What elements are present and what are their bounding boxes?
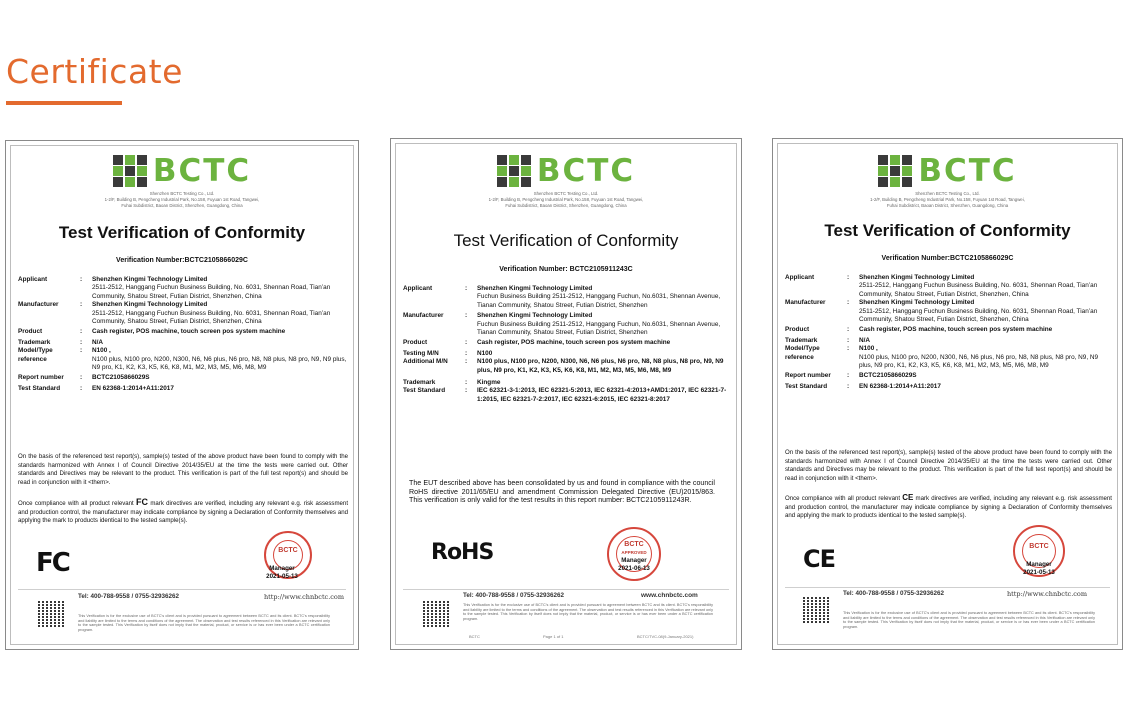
- fcc-mark: FC: [36, 548, 69, 578]
- test-standard-row: Test Standard : EN 62368-1:2014+A11:2017: [18, 384, 174, 392]
- test-standard-row: Test Standard : IEC 62321-3-1:2013, IEC 62321-5:2013, IEC 62321-4:2013+AMD1:2017, IEC 62321-7-1:2015, IEC 62321-7-2:2017, IEC 62321-6:2015, IEC 62321-8:2017: [403, 387, 727, 403]
- signature-block: Manager 2021-05-13: [266, 565, 298, 580]
- manufacturer-row: Manufacturer : Shenzhen Kingmi Technology Limited 2511-2512, Hanggang Fuchun Business Building, No. 6031, Shennan Road, Tian’an Community, Shatou Street, Futian District, Shenzhen, China: [785, 299, 1098, 324]
- footer-divider: [785, 587, 1110, 588]
- compliance-statement: The EUT described above has been consolidated by us and found in compliance with the council RoHS directive 2011/65/EU and amendment Commission Delegated Directive (EU)2015/863. This verification is only valid for the test results in this report number: BCTC2105911243R.: [409, 479, 715, 505]
- declaration-statement: Once compliance with all product relevant FC mark directives are verified, including any relevant e.g. risk assessment and production control, the manufacturer may indicate compliance by signing a Declaration of Conformity themselves and applying the mark to products identical to the tested sample(s).: [18, 497, 349, 525]
- bctc-logo: [773, 153, 1122, 189]
- lab-address: Shenzhen BCTC Testing Co., Ltd. 1-2/F, Building B, Pengcheng Industrial Park, No.158, Fuyuan 1st Road, Tangwei, Fuhai Subdistrict, Baoan District, Shenzhen, Guangdong, China: [488, 191, 644, 208]
- page-title: Certificate: [6, 52, 183, 91]
- model-row: Model/Type : N100 ,: [18, 347, 111, 355]
- test-standard-row: Test Standard : EN 62368-1:2014+A11:2017: [785, 382, 941, 390]
- certificate-title: Test Verification of Conformity: [453, 231, 679, 250]
- applicant-row: Applicant : Shenzhen Kingmi Technology Limited 2511-2512, Hanggang Fuchun Business Building, No. 6031, Shennan Road, Tian’an Community, Shatou Street, Futian District, Shenzhen, China: [785, 274, 1098, 298]
- bctc-logo-icon: [497, 155, 531, 187]
- footer-form-code: BCTC/TVC-08(9-January-2021): [637, 634, 694, 639]
- seal-text: BCTC APPROVED: [621, 541, 647, 555]
- website-link[interactable]: http://www.chnbctc.com: [1007, 590, 1087, 598]
- report-number-row: Report number : BCTC2105866029S: [18, 374, 150, 382]
- website-link[interactable]: http://www.chnbctc.com: [264, 593, 344, 601]
- title-underline: [6, 101, 122, 105]
- ce-mark: CE: [803, 545, 836, 573]
- bctc-logo-text: BCTC: [536, 153, 636, 189]
- product-row: Product : Cash register, POS machine, touch screen pos system machine: [785, 326, 1053, 334]
- bctc-logo-icon: [878, 155, 912, 187]
- manufacturer-row: Manufacturer : Shenzhen Kingmi Technology Limited Fuchun Business Building 2511-2512, Hanggang Fuchun, No.6031, Shennan Avenue, Tianan Community, Shatou Street, Futian District, Shenzhen: [403, 312, 721, 337]
- footer-company: BCTC: [469, 634, 480, 639]
- applicant-row: Applicant : Shenzhen Kingmi Technology Limited Fuchun Business Building 2511-2512, Hanggang Fuchun, No.6031, Shennan Avenue, Tianan Community, Shatou Street, Futian District, Shenzhen: [403, 285, 721, 309]
- reference-row: reference N100 plus, N100 pro, N200, N300, N6, N6 plus, N6 pro, N8, N8 plus, N8 pro, N9, N9 plus, N9 pro, K1, K2, K3, K5, K6, K8, M1, M2, M3, M5, M6, M8, M9: [785, 353, 1099, 370]
- trademark-row: Trademark : N/A: [18, 338, 104, 346]
- disclaimer: This Verification is for the exclusive use of BCTC's client and is provided pursuant to agreement between BCTC and its client. BCTC's responsibility and liability are limited to the terms and conditions of the agreement. The observation and test results referenced in this Verification are relevant only to the sample tested. This Verification by itself does not imply that the material, product, or service is or has ever been under a BCTC certification program.: [463, 603, 713, 621]
- lab-address: Shenzhen BCTC Testing Co., Ltd. 1-2/F, Building B, Pengcheng Industrial Park, No.158, Fuyuan 1st Road, Tangwei, Fuhai Subdistrict, Baoan District, Shenzhen, Guangdong, China: [870, 191, 1025, 208]
- qr-code: [423, 601, 449, 627]
- trademark-row: Trademark : N/A: [785, 336, 871, 344]
- compliance-statement: On the basis of the referenced test report(s), sample(s) tested of the above product have been found to comply with the standards harmonized with Annex I of Council Directive 2014/35/EU at the time the tests were carried out. Other standards and Directives may be relevant to the product. This verification is part of the full test report(s) and should be read in conjunction with it <them>.: [18, 453, 348, 486]
- rohs-mark: RoHS: [431, 540, 494, 565]
- seal-text: BCTC: [278, 547, 298, 554]
- lab-address: Shenzhen BCTC Testing Co., Ltd. 1-2/F, Building B, Pengcheng Industrial Park, No.158, Fuyuan 1st Road, Tangwei, Fuhai Subdistrict, Baoan District, Shenzhen, Guangdong, China: [104, 191, 260, 208]
- product-row: Product : Cash register, POS machine, touch screen pos system machine: [403, 339, 671, 347]
- trademark-row: Trademark : Kingme: [403, 379, 501, 387]
- qr-code: [803, 597, 829, 623]
- signature-block: Manager 2021-05-13: [1023, 561, 1055, 576]
- declaration-statement: Once compliance with all product relevant CE mark directives are verified, including any relevant e.g. risk assessment and production control, the manufacturer may indicate compliance by signing a Declaration of Conformity themselves and applying the mark to products identical to the tested sample(s).: [785, 493, 1112, 520]
- footer-page: Page 1 of 1: [543, 634, 564, 639]
- model-row: Model/Type : N100 ,: [785, 345, 878, 353]
- report-number-row: Report number : BCTC2105866029S: [785, 372, 917, 380]
- seal-text: BCTC: [1029, 543, 1049, 550]
- contact-phone: Tel: 400-788-9558 / 0755-32936262: [463, 592, 565, 599]
- applicant-row: Applicant : Shenzhen Kingmi Technology Limited 2511-2512, Hanggang Fuchun Business Building, No. 6031, Shennan Road, Tian’an Community, Shatou Street, Futian District, Shenzhen, China: [18, 276, 331, 300]
- certificate-ce-fcc[interactable]: [5, 140, 359, 650]
- ce-inline-mark: CE: [902, 493, 914, 502]
- disclaimer: This Verification is for the exclusive use of BCTC's client and is provided pursuant to agreement between BCTC and its client. BCTC's responsibility and liability are limited to the terms and conditions of the agreement. The observation and test results referenced in this Verification are relevant only to the sample tested. This Verification by itself does not imply that the material, product, or service is or has ever been under a BCTC certification program.: [843, 611, 1095, 629]
- certificate-title: Test Verification of Conformity: [824, 221, 1071, 240]
- certificate-fields: [18, 276, 348, 393]
- compliance-statement: On the basis of the referenced test report(s), sample(s) tested of the above product have been found to comply with the standards harmonized with Annex I of Council Directive 2014/35/EU at the time the tests were carried out. Other standards and Directives may be relevant to the product. This verification is part of the full test report(s) and should be read in conjunction with it <them>.: [785, 449, 1112, 482]
- disclaimer: This Verification is for the exclusive use of BCTC's client and is provided pursuant to agreement between BCTC and its client. BCTC's responsibility and liability are limited to the terms and conditions of the agreement. The observation and test results referenced in this Verification are relevant only to the sample tested. This Verification by itself does not imply that the material, product, or service is or has ever been under a BCTC certification program.: [78, 614, 330, 632]
- signature-block: Manager 2021-06-13: [618, 557, 650, 572]
- additional-mn-row: Additional M/N : N100 plus, N100 pro, N200, N300, N6, N6 plus, N6 pro, N8, N8 plus, N8 pro, N9, N9 plus, N9 pro, K1, K2, K3, K5, K6, K8, M1, M2, M3, M5, M6, M8, M9: [403, 358, 724, 374]
- certificate-ce-lvd[interactable]: [772, 138, 1123, 650]
- certificate-fields: [785, 274, 1112, 391]
- bctc-logo-text: BCTC: [918, 153, 1017, 189]
- verification-number: Verification Number: BCTC2105911243C: [499, 266, 633, 273]
- contact-phone: Tel: 400-788-9558 / 0755-32936262: [78, 593, 180, 600]
- manufacturer-row: Manufacturer : Shenzhen Kingmi Technology Limited 2511-2512, Hanggang Fuchun Business Building, No. 6031, Shennan Road, Tian’an Community, Shatou Street, Futian District, Shenzhen, China: [18, 301, 331, 326]
- fc-inline-mark: FC: [136, 497, 149, 507]
- certificate-title: Test Verification of Conformity: [58, 223, 306, 242]
- footer-divider: [403, 589, 729, 590]
- verification-number: Verification Number:BCTC2105866029C: [116, 257, 248, 264]
- bctc-logo: [391, 153, 741, 189]
- contact-phone: Tel: 400-788-9558 / 0755-32936262: [843, 590, 945, 597]
- qr-code: [38, 601, 64, 627]
- certificate-rohs[interactable]: [390, 138, 742, 650]
- verification-number: Verification Number:BCTC2105866029C: [881, 255, 1014, 262]
- certificate-fields: [403, 285, 731, 404]
- testing-mn-row: Testing M/N : N100: [403, 349, 493, 357]
- product-row: Product : Cash register, POS machine, touch screen pos system machine: [18, 328, 286, 336]
- footer-divider: [18, 589, 346, 590]
- website-link[interactable]: www.chnbctc.com: [641, 592, 698, 599]
- bctc-logo-icon: [113, 155, 147, 187]
- bctc-logo: [6, 153, 358, 189]
- bctc-logo-text: BCTC: [152, 153, 252, 189]
- reference-row: reference N100 plus, N100 pro, N200, N300, N6, N6 plus, N6 pro, N8, N8 plus, N8 pro, N9, N9 plus, N9 pro, K1, K2, K3, K5, K6, K8, M1, M2, M3, M5, M6, M8, M9: [18, 355, 347, 372]
